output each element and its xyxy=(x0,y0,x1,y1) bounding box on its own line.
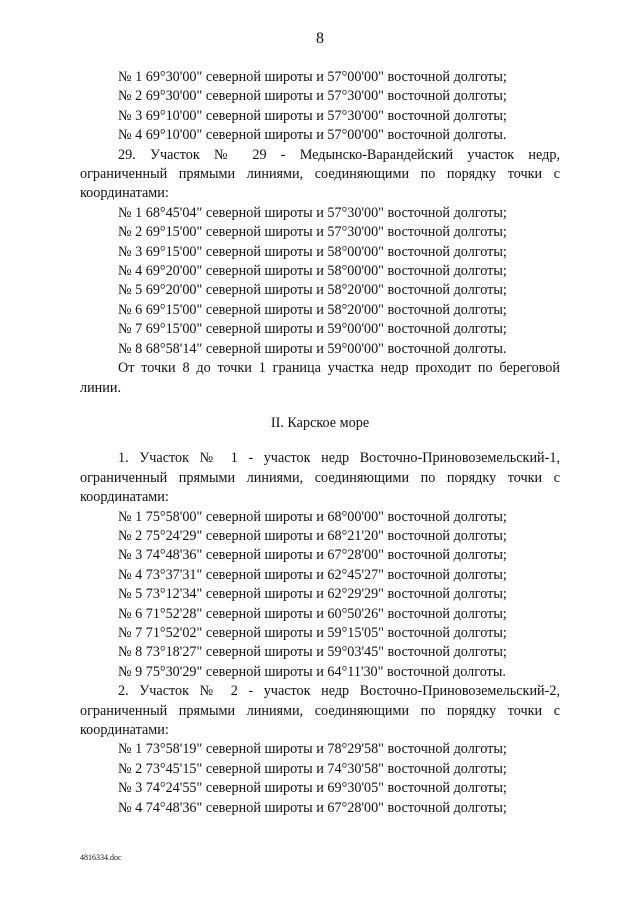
coordinate-line: № 4 69°20'00" северной широты и 58°00'00" восточной долготы; xyxy=(118,263,507,280)
document-body xyxy=(80,68,560,818)
coordinate-line: № 5 73°12'34" северной широты и 62°29'29" восточной долготы; xyxy=(118,586,507,603)
coordinate-line: № 2 69°15'00" северной широты и 57°30'00" восточной долготы; xyxy=(118,224,507,241)
section-heading: II. Карское море xyxy=(270,414,370,431)
coordinate-list-prev xyxy=(80,68,560,146)
coordinate-line: № 3 74°48'36" северной широты и 67°28'00" восточной долготы; xyxy=(118,547,507,564)
coordinate-list-plot-29 xyxy=(80,204,560,359)
coordinate-list-kara-plot-2 xyxy=(80,740,560,818)
paragraph-kara-plot-1: 1. Участок № 1 - участок недр Восточно-Приновоземельский-1, ограниченный прямыми линиями, соединяющими по порядку точки с координатами: xyxy=(80,450,560,506)
coordinate-line: № 1 73°58'19" северной широты и 78°29'58" восточной долготы; xyxy=(118,741,507,758)
paragraph-plot-29: 29. Участок № 29 - Медынско-Варандейский участок недр, ограниченный прямыми линиями, соединяющими по порядку точки с координатами: xyxy=(80,146,560,202)
coordinate-line: № 5 69°20'00" северной широты и 58°20'00" восточной долготы; xyxy=(118,282,507,299)
coordinate-list-kara-plot-1 xyxy=(80,508,560,683)
coordinate-line: № 3 69°15'00" северной широты и 58°00'00" восточной долготы; xyxy=(118,243,507,260)
coordinate-line: № 2 69°30'00" северной широты и 57°30'00" восточной долготы; xyxy=(118,88,507,105)
coordinate-line: № 4 73°37'31" северной широты и 62°45'27" восточной долготы; xyxy=(118,566,507,583)
coordinate-line: № 7 71°52'02" северной широты и 59°15'05" восточной долготы; xyxy=(118,624,507,641)
coordinate-line: № 6 69°15'00" северной широты и 58°20'00" восточной долготы; xyxy=(118,301,507,318)
coordinate-line: № 8 73°18'27" северной широты и 59°03'45" восточной долготы; xyxy=(118,644,507,661)
coordinate-line: № 1 68°45'04" северной широты и 57°30'00" восточной долготы; xyxy=(118,204,507,221)
coordinate-line: № 8 68°58'14" северной широты и 59°00'00" восточной долготы. xyxy=(118,340,507,357)
coordinate-line: № 1 75°58'00" северной широты и 68°00'00" восточной долготы; xyxy=(118,508,507,525)
coordinate-line: № 3 74°24'55" северной широты и 69°30'05" восточной долготы; xyxy=(118,780,507,797)
document-file-code: 4816334.doc xyxy=(80,853,122,862)
page-number: 8 xyxy=(316,30,324,47)
coordinate-line: № 6 71°52'28" северной широты и 60°50'26" восточной долготы; xyxy=(118,605,507,622)
coordinate-line: № 1 69°30'00" северной широты и 57°00'00" восточной долготы; xyxy=(118,69,507,85)
coordinate-line: № 7 69°15'00" северной широты и 59°00'00" восточной долготы; xyxy=(118,321,507,338)
coordinate-line: № 2 75°24'29" северной широты и 68°21'20" восточной долготы; xyxy=(118,527,507,544)
coordinate-line: № 9 75°30'29" северной широты и 64°11'30" восточной долготы. xyxy=(118,663,506,680)
coordinate-line: № 3 69°10'00" северной широты и 57°30'00" восточной долготы; xyxy=(118,107,507,124)
coordinate-line: № 4 74°48'36" северной широты и 67°28'00" восточной долготы; xyxy=(118,799,507,816)
paragraph-border-note: От точки 8 до точки 1 граница участка недр проходит по береговой линии. xyxy=(80,360,560,396)
paragraph-kara-plot-2: 2. Участок № 2 - участок недр Восточно-Приновоземельский-2, ограниченный прямыми линиями, соединяющими по порядку точки с координатами: xyxy=(80,683,560,738)
coordinate-line: № 4 69°10'00" северной широты и 57°00'00" восточной долготы. xyxy=(118,127,507,144)
coordinate-line: № 2 73°45'15" северной широты и 74°30'58" восточной долготы; xyxy=(118,760,507,777)
